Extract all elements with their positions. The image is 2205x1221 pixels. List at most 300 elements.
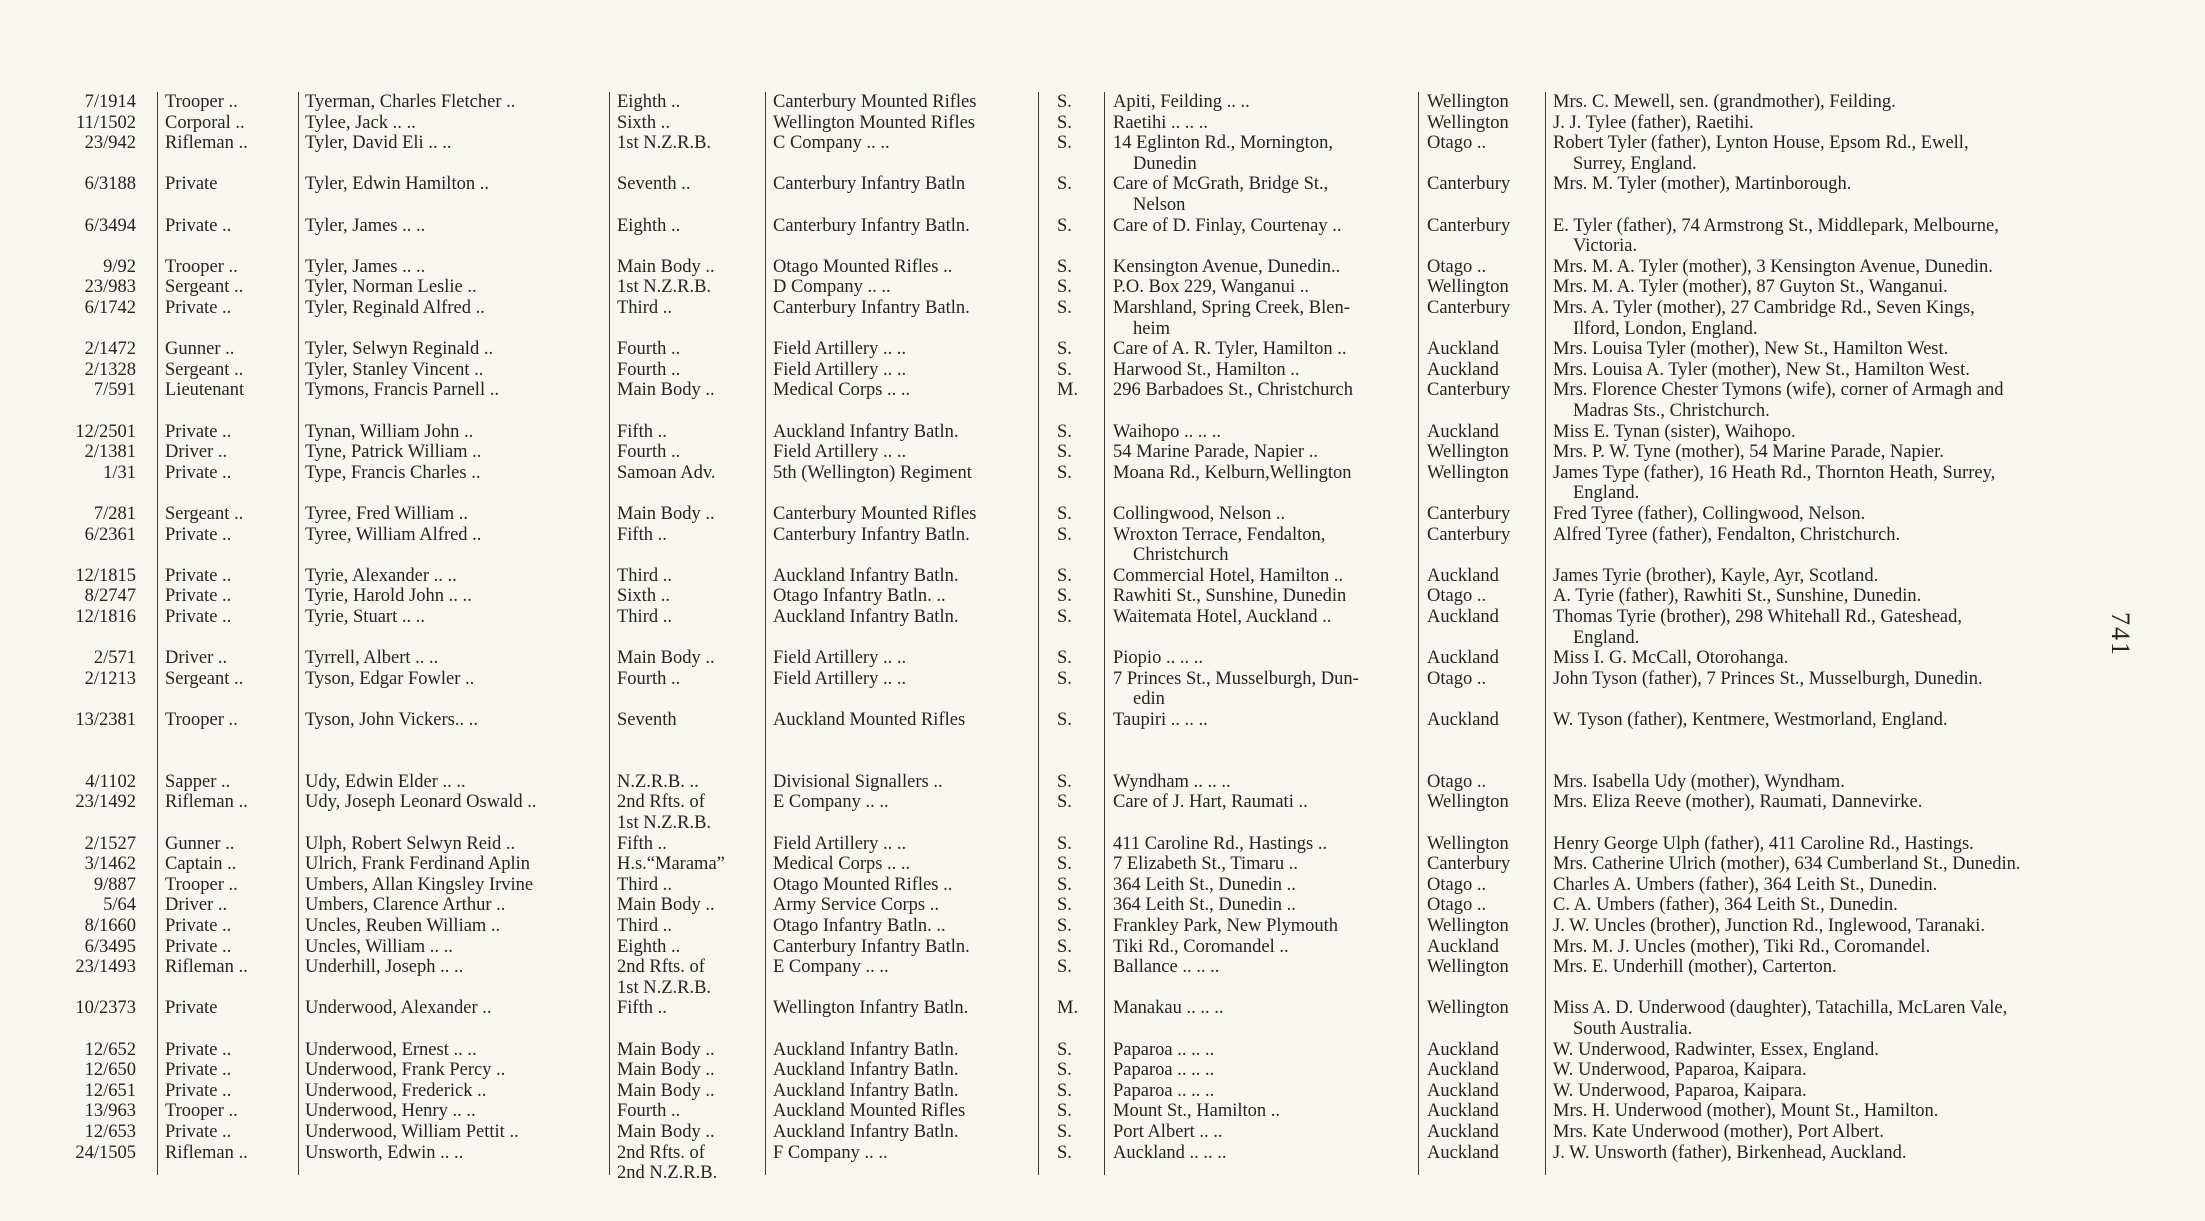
military-district-cell: Canterbury [1427, 174, 1511, 195]
marital-status-cell: S. [1057, 442, 1072, 463]
last-address-cell: Collingwood, Nelson .. [1113, 504, 1286, 524]
military-district-cell: Wellington [1427, 916, 1509, 936]
last-address-cell: Moana Rd., Kelburn,Wellington [1113, 462, 1352, 483]
rank-cell: Private .. [165, 1080, 232, 1101]
rank-cell: Sergeant .. [165, 668, 244, 689]
service-number-cell: 2/1213 [84, 668, 136, 689]
last-address-cell: Taupiri .. .. .. [1113, 710, 1208, 730]
rank-cell: Private .. [165, 586, 232, 607]
soldier-name-cell: Underwood, William Pettit .. [305, 1122, 519, 1142]
soldier-name-cell: Ulph, Robert Selwyn Reid .. [305, 833, 516, 854]
embarkation-unit-cell: Sixth .. [617, 112, 670, 133]
next-of-kin-cell: Fred Tyree (father), Collingwood, Nelson. [1553, 504, 1866, 524]
table-row [0, 380, 2150, 400]
table-row [0, 1040, 2150, 1060]
soldier-name-cell: Tyler, Edwin Hamilton .. [305, 174, 489, 195]
embarkation-unit-cell: Main Body .. [617, 1039, 715, 1060]
soldier-name-cell: Umbers, Clarence Arthur .. [305, 895, 506, 916]
embarkation-unit-cell: 1st N.Z.R.B. [617, 977, 712, 998]
page-number: 741 [2106, 612, 2135, 657]
corps-unit-cell: Otago Infantry Batln. .. [773, 586, 946, 607]
military-district-cell: Canterbury [1427, 854, 1511, 875]
marital-status-cell: S. [1057, 936, 1072, 957]
military-district-cell: Wellington [1427, 998, 1509, 1019]
corps-unit-cell: F Company .. .. [773, 1142, 888, 1163]
military-district-cell: Auckland [1427, 710, 1499, 730]
corps-unit-cell: Auckland Mounted Rifles [773, 1101, 966, 1122]
last-address-cell: 364 Leith St., Dunedin .. [1113, 895, 1296, 916]
embarkation-unit-cell: Fourth .. [617, 442, 681, 463]
soldier-name-cell: Tyree, William Alfred .. [305, 524, 482, 545]
table-row [0, 978, 2150, 998]
embarkation-unit-cell: Main Body .. [617, 648, 715, 669]
next-of-kin-cell: A. Tyrie (father), Rawhiti St., Sunshine, Dunedin. [1553, 586, 1922, 607]
next-of-kin-cell: James Type (father), 16 Heath Rd., Thornton Heath, Surrey, [1553, 462, 1996, 483]
next-of-kin-cell: Mrs. Florence Chester Tymons (wife), corner of Armagh and [1553, 380, 2004, 401]
marital-status-cell: S. [1057, 1039, 1072, 1060]
service-number-cell: 12/651 [84, 1080, 136, 1101]
table-row [0, 1019, 2150, 1039]
service-number-cell: 12/1816 [75, 607, 136, 627]
military-district-cell: Wellington [1427, 442, 1509, 463]
military-district-cell: Canterbury [1427, 504, 1511, 524]
embarkation-unit-cell: Fourth .. [617, 359, 681, 380]
military-district-cell: Otago .. [1427, 668, 1487, 689]
table-row [0, 1122, 2150, 1142]
next-of-kin-cell: Alfred Tyree (father), Fendalton, Christchurch. [1553, 524, 1901, 545]
service-number-cell: 23/983 [84, 277, 136, 298]
last-address-cell: 7 Princes St., Musselburgh, Dun- [1113, 668, 1359, 689]
rank-cell: Driver .. [165, 895, 228, 916]
embarkation-unit-cell: 1st N.Z.R.B. [617, 277, 712, 298]
service-number-cell: 4/1102 [85, 771, 136, 792]
marital-status-cell: S. [1057, 916, 1072, 936]
soldier-name-cell: Underwood, Frank Percy .. [305, 1060, 506, 1081]
embarkation-unit-cell: Eighth .. [617, 92, 681, 112]
marital-status-cell: S. [1057, 1101, 1072, 1122]
service-number-cell: 1/31 [103, 462, 136, 483]
military-district-cell: Auckland [1427, 648, 1499, 669]
embarkation-unit-cell: Fourth .. [617, 1101, 681, 1122]
next-of-kin-cell: Madras Sts., Christchurch. [1573, 401, 1770, 421]
corps-unit-cell: Auckland Infantry Batln. [773, 1122, 959, 1142]
table-row [0, 401, 2150, 421]
last-address-cell: Rawhiti St., Sunshine, Dunedin [1113, 586, 1347, 607]
table-row [0, 113, 2150, 133]
corps-unit-cell: Medical Corps .. .. [773, 854, 911, 875]
marital-status-cell: S. [1057, 1080, 1072, 1101]
marital-status-cell: S. [1057, 133, 1072, 154]
service-number-cell: 12/652 [84, 1039, 136, 1060]
military-district-cell: Auckland [1427, 1039, 1499, 1060]
embarkation-unit-cell: Fourth .. [617, 668, 681, 689]
marital-status-cell: S. [1057, 1122, 1072, 1142]
soldier-name-cell: Tyson, John Vickers.. .. [305, 710, 478, 730]
last-address-cell: Care of J. Hart, Raumati .. [1113, 792, 1308, 813]
service-number-cell: 23/1492 [75, 792, 136, 813]
soldier-name-cell: Underhill, Joseph .. .. [305, 957, 464, 978]
last-address-cell: Commercial Hotel, Hamilton .. [1113, 565, 1344, 586]
last-address-cell: Kensington Avenue, Dunedin.. [1113, 256, 1341, 277]
soldier-name-cell: Tyler, Selwyn Reginald .. [305, 339, 494, 360]
rank-cell: Sapper .. [165, 771, 231, 792]
next-of-kin-cell: Mrs. A. Tyler (mother), 27 Cambridge Rd., Seven Kings, [1553, 298, 1975, 318]
corps-unit-cell: C Company .. .. [773, 133, 890, 154]
soldier-name-cell: Underwood, Frederick .. [305, 1080, 487, 1101]
soldier-name-cell: Tyrie, Harold John .. .. [305, 586, 472, 607]
corps-unit-cell: Otago Infantry Batln. .. [773, 916, 946, 936]
last-address-cell: Raetihi .. .. .. [1113, 112, 1209, 133]
corps-unit-cell: Canterbury Infantry Batln. [773, 936, 970, 957]
table-row [0, 133, 2150, 153]
soldier-name-cell: Tyler, James .. .. [305, 215, 426, 236]
rank-cell: Sergeant .. [165, 504, 244, 524]
last-address-cell: P.O. Box 229, Wanganui .. [1113, 277, 1310, 298]
soldier-name-cell: Tyrie, Alexander .. .. [305, 565, 457, 586]
embarkation-unit-cell: Third .. [617, 874, 672, 895]
last-address-cell: Harwood St., Hamilton .. [1113, 359, 1300, 380]
column-rule [1104, 92, 1105, 1175]
military-district-cell: Auckland [1427, 1142, 1499, 1163]
soldier-name-cell: Udy, Edwin Elder .. .. [305, 771, 466, 792]
table-row [0, 895, 2150, 915]
rank-cell: Private .. [165, 1122, 232, 1142]
rank-cell: Private .. [165, 462, 232, 483]
soldier-name-cell: Tyerman, Charles Fletcher .. [305, 92, 516, 112]
marital-status-cell: S. [1057, 256, 1072, 277]
embarkation-unit-cell: 1st N.Z.R.B. [617, 813, 712, 833]
service-number-cell: 11/1502 [76, 112, 136, 133]
embarkation-unit-cell: Main Body .. [617, 1080, 715, 1101]
rank-cell: Trooper .. [165, 92, 238, 112]
table-row [0, 236, 2150, 256]
marital-status-cell: S. [1057, 339, 1072, 360]
embarkation-unit-cell: Main Body .. [617, 1122, 715, 1142]
last-address-cell: Apiti, Feilding .. .. [1113, 92, 1250, 112]
next-of-kin-cell: Miss A. D. Underwood (daughter), Tatachilla, McLaren Vale, [1553, 998, 2008, 1019]
table-row [0, 1081, 2150, 1101]
rank-cell: Driver .. [165, 648, 228, 669]
embarkation-unit-cell: Main Body .. [617, 895, 715, 916]
service-number-cell: 23/942 [84, 133, 136, 154]
soldier-name-cell: Umbers, Allan Kingsley Irvine [305, 874, 534, 895]
service-number-cell: 8/2747 [84, 586, 136, 607]
next-of-kin-cell: Mrs. M. A. Tyler (mother), 3 Kensington Avenue, Dunedin. [1553, 256, 1993, 277]
rank-cell: Trooper .. [165, 710, 238, 730]
last-address-cell: Piopio .. .. .. [1113, 648, 1203, 669]
marital-status-cell: S. [1057, 833, 1072, 854]
table-row [0, 442, 2150, 462]
embarkation-unit-cell: 2nd N.Z.R.B. [617, 1163, 718, 1184]
soldier-name-cell: Udy, Joseph Leonard Oswald .. [305, 792, 537, 813]
corps-unit-cell: Field Artillery .. .. [773, 833, 907, 854]
soldier-name-cell: Tyrie, Stuart .. .. [305, 607, 425, 627]
rank-cell: Rifleman .. [165, 133, 248, 154]
service-number-cell: 12/1815 [75, 565, 136, 586]
corps-unit-cell: Auckland Infantry Batln. [773, 607, 959, 627]
military-district-cell: Canterbury [1427, 380, 1511, 401]
rank-cell: Trooper .. [165, 1101, 238, 1122]
military-district-cell: Otago .. [1427, 586, 1487, 607]
service-number-cell: 24/1505 [75, 1142, 136, 1163]
last-address-cell: Wroxton Terrace, Fendalton, [1113, 524, 1326, 545]
marital-status-cell: S. [1057, 277, 1072, 298]
table-row [0, 339, 2150, 359]
marital-status-cell: S. [1057, 565, 1072, 586]
embarkation-unit-cell: Fifth .. [617, 421, 667, 442]
next-of-kin-cell: W. Underwood, Paparoa, Kaipara. [1553, 1080, 1807, 1101]
table-row [0, 174, 2150, 194]
last-address-cell: edin [1133, 689, 1165, 710]
marital-status-cell: S. [1057, 586, 1072, 607]
embarkation-unit-cell: Eighth .. [617, 215, 681, 236]
service-number-cell: 12/2501 [75, 421, 136, 442]
service-number-cell: 6/1742 [84, 298, 136, 318]
corps-unit-cell: Auckland Infantry Batln. [773, 1080, 959, 1101]
table-row [0, 216, 2150, 236]
rank-cell: Private .. [165, 421, 232, 442]
table-row [0, 669, 2150, 689]
table-row [0, 957, 2150, 977]
marital-status-cell: M. [1057, 380, 1079, 401]
table-row [0, 854, 2150, 874]
table-row [0, 92, 2150, 112]
marital-status-cell: M. [1057, 998, 1079, 1019]
table-row [0, 710, 2150, 730]
table-row [0, 277, 2150, 297]
service-number-cell: 3/1462 [84, 854, 136, 875]
last-address-cell: Frankley Park, New Plymouth [1113, 916, 1339, 936]
marital-status-cell: S. [1057, 607, 1072, 627]
table-row [0, 813, 2150, 833]
soldier-name-cell: Underwood, Alexander .. [305, 998, 492, 1019]
last-address-cell: Port Albert .. .. [1113, 1122, 1223, 1142]
military-district-cell: Auckland [1427, 339, 1499, 360]
marital-status-cell: S. [1057, 792, 1072, 813]
military-district-cell: Canterbury [1427, 298, 1511, 318]
marital-status-cell: S. [1057, 668, 1072, 689]
marital-status-cell: S. [1057, 421, 1072, 442]
service-number-cell: 2/1527 [84, 833, 136, 854]
military-district-cell: Auckland [1427, 359, 1499, 380]
soldier-name-cell: Uncles, William .. .. [305, 936, 453, 957]
embarkation-unit-cell: 2nd Rfts. of [617, 792, 705, 813]
table-row [0, 463, 2150, 483]
service-number-cell: 7/591 [93, 380, 136, 401]
embarkation-unit-cell: Third .. [617, 607, 672, 627]
marital-status-cell: S. [1057, 215, 1072, 236]
service-number-cell: 9/92 [103, 256, 136, 277]
next-of-kin-cell: J. W. Unsworth (father), Birkenhead, Auckland. [1553, 1142, 1907, 1163]
next-of-kin-cell: Miss I. G. McCall, Otorohanga. [1553, 648, 1789, 669]
embarkation-unit-cell: 2nd Rfts. of [617, 957, 705, 978]
embarkation-unit-cell: Main Body .. [617, 380, 715, 401]
military-district-cell: Auckland [1427, 1101, 1499, 1122]
corps-unit-cell: Canterbury Infantry Batln. [773, 215, 970, 236]
last-address-cell: 54 Marine Parade, Napier .. [1113, 442, 1318, 463]
next-of-kin-cell: J. W. Uncles (brother), Junction Rd., Inglewood, Taranaki. [1553, 916, 1986, 936]
rank-cell: Private .. [165, 524, 232, 545]
corps-unit-cell: Field Artillery .. .. [773, 339, 907, 360]
military-district-cell: Otago .. [1427, 895, 1487, 916]
column-rule [157, 92, 158, 1175]
last-address-cell: 411 Caroline Rd., Hastings .. [1113, 833, 1328, 854]
last-address-cell: Manakau .. .. .. [1113, 998, 1224, 1019]
embarkation-unit-cell: H.s.“Marama” [617, 854, 725, 875]
table-row [0, 1143, 2150, 1163]
embarkation-unit-cell: Seventh [617, 710, 677, 730]
next-of-kin-cell: Robert Tyler (father), Lynton House, Epsom Rd., Ewell, [1553, 133, 1969, 154]
corps-unit-cell: Wellington Mounted Rifles [773, 112, 975, 133]
soldier-name-cell: Tylee, Jack .. .. [305, 112, 416, 133]
corps-unit-cell: Divisional Signallers .. [773, 771, 943, 792]
next-of-kin-cell: Mrs. Isabella Udy (mother), Wyndham. [1553, 771, 1845, 792]
marital-status-cell: S. [1057, 462, 1072, 483]
table-row [0, 154, 2150, 174]
corps-unit-cell: Auckland Infantry Batln. [773, 1060, 959, 1081]
marital-status-cell: S. [1057, 710, 1072, 730]
military-district-cell: Canterbury [1427, 524, 1511, 545]
military-district-cell: Auckland [1427, 1122, 1499, 1142]
next-of-kin-cell: Mrs. Eliza Reeve (mother), Raumati, Dannevirke. [1553, 792, 1923, 813]
column-rule [1418, 92, 1419, 1175]
next-of-kin-cell: J. J. Tylee (father), Raetihi. [1553, 112, 1754, 133]
embarkation-unit-cell: Main Body .. [617, 256, 715, 277]
service-number-cell: 10/2373 [75, 998, 136, 1019]
military-district-cell: Wellington [1427, 92, 1509, 112]
corps-unit-cell: D Company .. .. [773, 277, 891, 298]
rank-cell: Private .. [165, 1039, 232, 1060]
last-address-cell: Waihopo .. .. .. [1113, 421, 1221, 442]
soldier-name-cell: Tyler, David Eli .. .. [305, 133, 452, 154]
next-of-kin-cell: C. A. Umbers (father), 364 Leith St., Dunedin. [1553, 895, 1898, 916]
rank-cell: Private .. [165, 1060, 232, 1081]
marital-status-cell: S. [1057, 957, 1072, 978]
marital-status-cell: S. [1057, 771, 1072, 792]
table-row [0, 360, 2150, 380]
service-number-cell: 6/3495 [84, 936, 136, 957]
soldier-name-cell: Tyler, Stanley Vincent .. [305, 359, 484, 380]
rank-cell: Sergeant .. [165, 277, 244, 298]
last-address-cell: Ballance .. .. .. [1113, 957, 1220, 978]
corps-unit-cell: 5th (Wellington) Regiment [773, 462, 972, 483]
table-row [0, 689, 2150, 709]
next-of-kin-cell: Mrs. Louisa Tyler (mother), New St., Hamilton West. [1553, 339, 1949, 360]
next-of-kin-cell: Mrs. Catherine Ulrich (mother), 634 Cumberland St., Dunedin. [1553, 854, 2021, 875]
service-number-cell: 12/653 [84, 1122, 136, 1142]
last-address-cell: Christchurch [1133, 545, 1229, 566]
soldier-name-cell: Tyler, James .. .. [305, 256, 426, 277]
next-of-kin-cell: England. [1573, 627, 1640, 648]
rank-cell: Trooper .. [165, 874, 238, 895]
soldier-name-cell: Unsworth, Edwin .. .. [305, 1142, 464, 1163]
service-number-cell: 6/3188 [84, 174, 136, 195]
marital-status-cell: S. [1057, 174, 1072, 195]
military-district-cell: Auckland [1427, 421, 1499, 442]
embarkation-unit-cell: 2nd Rfts. of [617, 1142, 705, 1163]
table-row [0, 834, 2150, 854]
table-row [0, 566, 2150, 586]
marital-status-cell: S. [1057, 648, 1072, 669]
service-number-cell: 13/963 [84, 1101, 136, 1122]
corps-unit-cell: Canterbury Mounted Rifles [773, 504, 977, 524]
service-number-cell: 12/650 [84, 1060, 136, 1081]
next-of-kin-cell: E. Tyler (father), 74 Armstrong St., Middlepark, Melbourne, [1553, 215, 1999, 236]
corps-unit-cell: Otago Mounted Rifles .. [773, 256, 953, 277]
corps-unit-cell: Auckland Infantry Batln. [773, 565, 959, 586]
corps-unit-cell: Medical Corps .. .. [773, 380, 911, 401]
table-row [0, 648, 2150, 668]
table-row [0, 257, 2150, 277]
rank-cell: Gunner .. [165, 833, 235, 854]
soldier-name-cell: Uncles, Reuben William .. [305, 916, 501, 936]
next-of-kin-cell: Mrs. H. Underwood (mother), Mount St., Hamilton. [1553, 1101, 1939, 1122]
table-row [0, 319, 2150, 339]
corps-unit-cell: E Company .. .. [773, 957, 889, 978]
next-of-kin-cell: James Tyrie (brother), Kayle, Ayr, Scotland. [1553, 565, 1879, 586]
embarkation-unit-cell: Samoan Adv. [617, 462, 716, 483]
embarkation-unit-cell: N.Z.R.B. .. [617, 771, 699, 792]
rank-cell: Gunner .. [165, 339, 235, 360]
table-row [0, 607, 2150, 627]
next-of-kin-cell: England. [1573, 483, 1640, 504]
soldier-name-cell: Underwood, Henry .. .. [305, 1101, 476, 1122]
military-district-cell: Wellington [1427, 462, 1509, 483]
next-of-kin-cell: Mrs. E. Underhill (mother), Carterton. [1553, 957, 1837, 978]
next-of-kin-cell: Mrs. M. A. Tyler (mother), 87 Guyton St., Wanganui. [1553, 277, 1948, 298]
next-of-kin-cell: Surrey, England. [1573, 153, 1697, 174]
soldier-name-cell: Tyree, Fred William .. [305, 504, 469, 524]
table-row [0, 628, 2150, 648]
last-address-cell: heim [1133, 318, 1170, 339]
rank-cell: Driver .. [165, 442, 228, 463]
table-row [0, 731, 2150, 751]
embarkation-unit-cell: Fourth .. [617, 339, 681, 360]
service-number-cell: 7/281 [93, 504, 136, 524]
soldier-name-cell: Tyne, Patrick William .. [305, 442, 482, 463]
table-row [0, 483, 2150, 503]
next-of-kin-cell: Miss E. Tynan (sister), Waihopo. [1553, 421, 1796, 442]
last-address-cell: Care of McGrath, Bridge St., [1113, 174, 1329, 195]
service-number-cell: 8/1660 [84, 916, 136, 936]
last-address-cell: 296 Barbadoes St., Christchurch [1113, 380, 1353, 401]
rank-cell: Private .. [165, 936, 232, 957]
last-address-cell: Paparoa .. .. .. [1113, 1080, 1215, 1101]
corps-unit-cell: Canterbury Infantry Batln. [773, 298, 970, 318]
marital-status-cell: S. [1057, 359, 1072, 380]
military-district-cell: Auckland [1427, 1060, 1499, 1081]
embarkation-unit-cell: 1st N.Z.R.B. [617, 133, 712, 154]
embarkation-unit-cell: Third .. [617, 298, 672, 318]
soldier-name-cell: Tyson, Edgar Fowler .. [305, 668, 475, 689]
rank-cell: Private [165, 174, 218, 195]
rank-cell: Private .. [165, 916, 232, 936]
next-of-kin-cell: Thomas Tyrie (brother), 298 Whitehall Rd., Gateshead, [1553, 607, 1963, 627]
last-address-cell: 364 Leith St., Dunedin .. [1113, 874, 1296, 895]
table-row [0, 792, 2150, 812]
corps-unit-cell: Field Artillery .. .. [773, 359, 907, 380]
marital-status-cell: S. [1057, 1060, 1072, 1081]
next-of-kin-cell: Charles A. Umbers (father), 364 Leith St., Dunedin. [1553, 874, 1938, 895]
service-number-cell: 13/2381 [75, 710, 136, 730]
embarkation-unit-cell: Main Body .. [617, 504, 715, 524]
next-of-kin-cell: Mrs. M. Tyler (mother), Martinborough. [1553, 174, 1852, 195]
marital-status-cell: S. [1057, 524, 1072, 545]
next-of-kin-cell: Henry George Ulph (father), 411 Caroline Rd., Hastings. [1553, 833, 1974, 854]
soldier-name-cell: Underwood, Ernest .. .. [305, 1039, 477, 1060]
last-address-cell: Auckland .. .. .. [1113, 1142, 1227, 1163]
rank-cell: Lieutenant [165, 380, 245, 401]
